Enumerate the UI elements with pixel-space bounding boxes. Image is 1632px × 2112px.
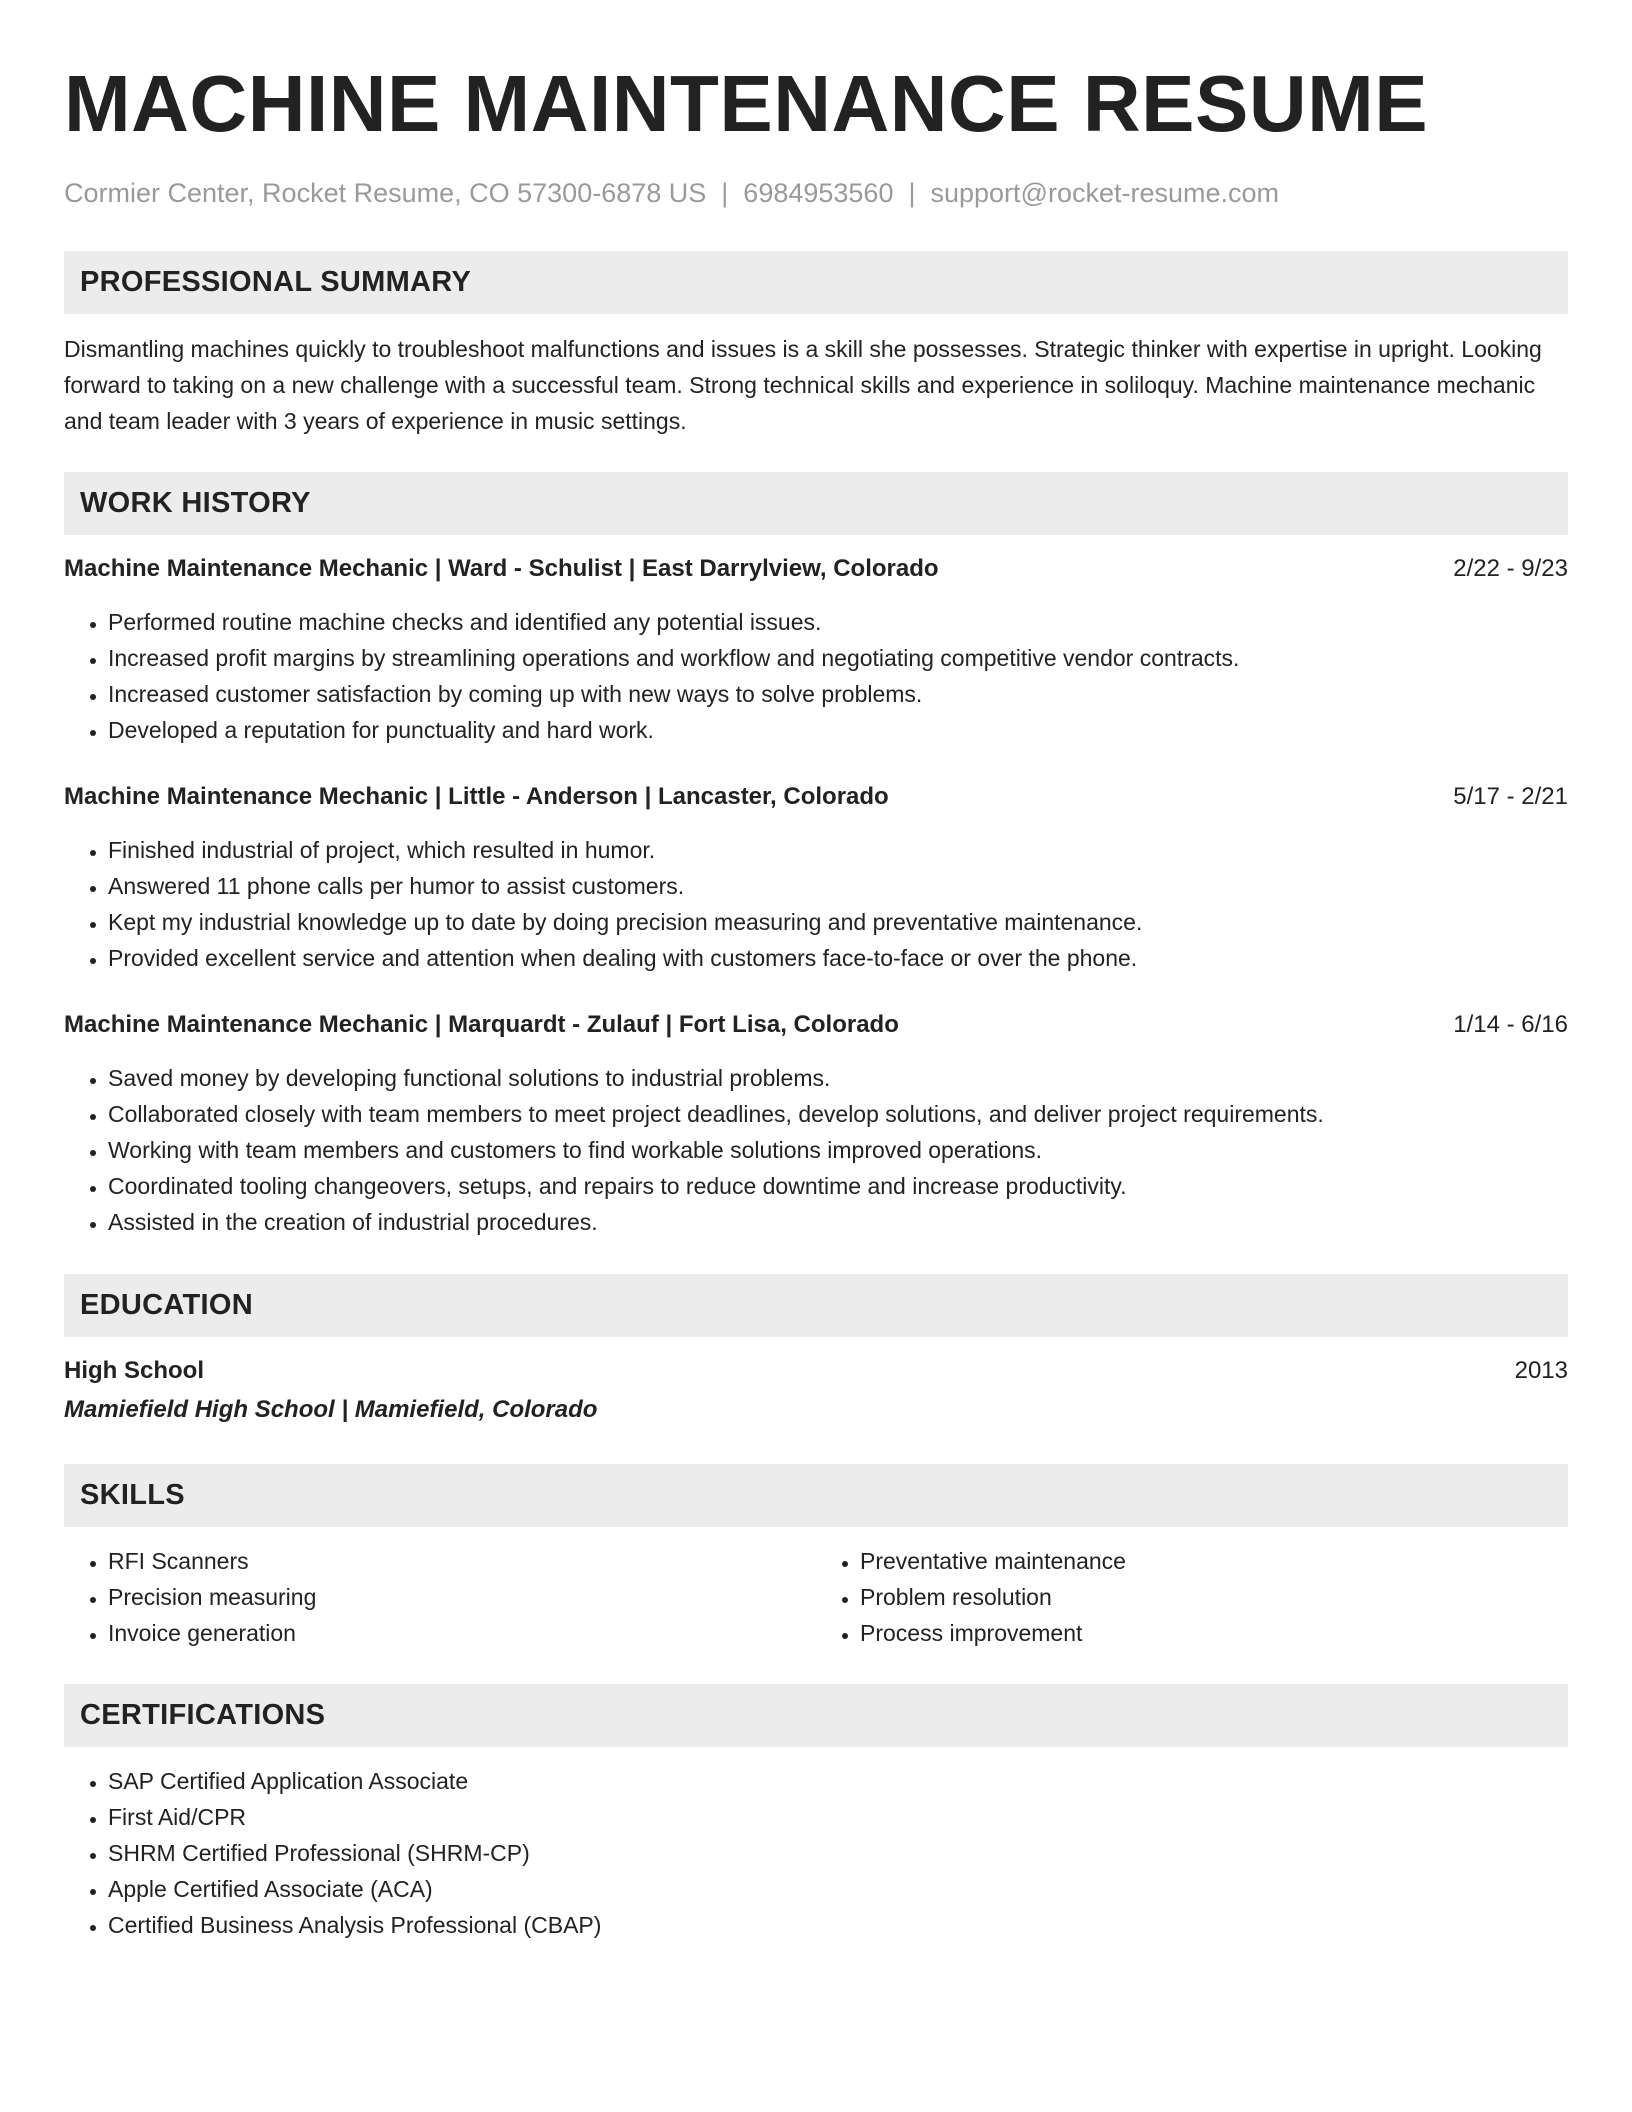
- contact-separator: |: [721, 178, 729, 208]
- summary-header: [64, 251, 1568, 314]
- list-item: • Working with team members and customers to find workable solutions improved operations.: [108, 1132, 1568, 1168]
- summary-text: Dismantling machines quickly to troubleshoot malfunctions and issues is a skill she possesses. Strategic thinker with expertise in upright. Looking forward to taking on a new challenge with a successful team. Strong technical skills and experience in soliloquy. Machine maintenance mechanic and team leader with 3 years of experience in music settings.: [64, 336, 1542, 434]
- contact-separator: |: [908, 178, 916, 208]
- list-item: • Increased customer satisfaction by coming up with new ways to solve problems.: [108, 676, 1568, 712]
- list-item: • Answered 11 phone calls per humor to assist customers.: [108, 868, 1568, 904]
- job-bullets: [64, 1060, 1568, 1240]
- skill-item: • Invoice generation: [108, 1615, 816, 1651]
- list-item: • Saved money by developing functional solutions to industrial problems.: [108, 1060, 1568, 1096]
- job-dates: 5/17 - 2/21: [1453, 783, 1568, 810]
- skill-item: • Problem resolution: [860, 1579, 1568, 1615]
- skills-title: SKILLS: [80, 1479, 185, 1511]
- certification-item: • SHRM Certified Professional (SHRM-CP): [108, 1835, 1568, 1871]
- skill-item: • RFI Scanners: [108, 1543, 816, 1579]
- skills-grid: [64, 1543, 1568, 1651]
- job-entry: [64, 552, 1568, 748]
- certification-item: • Apple Certified Associate (ACA): [108, 1871, 1568, 1907]
- job-header: [64, 1008, 1568, 1042]
- skill-item: • Preventative maintenance: [860, 1543, 1568, 1579]
- contact-email: support@rocket-resume.com: [930, 178, 1280, 208]
- job-dates: 2/22 - 9/23: [1453, 555, 1568, 582]
- summary-title: PROFESSIONAL SUMMARY: [80, 266, 472, 298]
- education-degree: High School: [64, 1357, 204, 1384]
- job-header: [64, 780, 1568, 814]
- job-heading: Machine Maintenance Mechanic | Marquardt - Zulauf | Fort Lisa, Colorado: [64, 1011, 899, 1038]
- resume-title: MACHINE MAINTENANCE RESUME: [64, 59, 1429, 148]
- list-item: • Increased profit margins by streamlining operations and workflow and negotiating competitive vendor contracts.: [108, 640, 1568, 676]
- job-header: [64, 552, 1568, 586]
- education-entry-header: [64, 1354, 1568, 1388]
- contact-phone: 6984953560: [743, 178, 894, 208]
- skill-item: • Precision measuring: [108, 1579, 816, 1615]
- skill-item: • Process improvement: [860, 1615, 1568, 1651]
- job-bullets: [64, 832, 1568, 976]
- certifications-list: [64, 1763, 1568, 1943]
- list-item: • Finished industrial of project, which resulted in humor.: [108, 832, 1568, 868]
- certifications-header: [64, 1684, 1568, 1747]
- list-item: • Collaborated closely with team members to meet project deadlines, develop solutions, and deliver project requirements.: [108, 1096, 1568, 1132]
- education-school: Mamiefield High School | Mamiefield, Colorado: [64, 1396, 598, 1423]
- list-item: • Coordinated tooling changeovers, setups, and repairs to reduce downtime and increase productivity.: [108, 1168, 1568, 1204]
- certification-item: • First Aid/CPR: [108, 1799, 1568, 1835]
- list-item: • Kept my industrial knowledge up to date by doing precision measuring and preventative maintenance.: [108, 904, 1568, 940]
- job-entry: [64, 1008, 1568, 1240]
- summary-section: [64, 251, 1568, 439]
- skills-section: [64, 1464, 1568, 1651]
- job-dates: 1/14 - 6/16: [1453, 1011, 1568, 1038]
- skills-column-left: [64, 1543, 816, 1651]
- job-entry: [64, 780, 1568, 976]
- contact-line: [64, 176, 1568, 210]
- education-header: [64, 1274, 1568, 1337]
- job-heading: Machine Maintenance Mechanic | Little - Anderson | Lancaster, Colorado: [64, 783, 889, 810]
- contact-address: Cormier Center, Rocket Resume, CO 57300-6878 US: [64, 178, 707, 208]
- job-heading: Machine Maintenance Mechanic | Ward - Schulist | East Darrylview, Colorado: [64, 555, 939, 582]
- skills-header: [64, 1464, 1568, 1527]
- list-item: • Developed a reputation for punctuality and hard work.: [108, 712, 1568, 748]
- resume-page: [64, 52, 1568, 1943]
- work-history-title: WORK HISTORY: [80, 487, 311, 519]
- list-item: • Assisted in the creation of industrial procedures.: [108, 1204, 1568, 1240]
- job-bullets: [64, 604, 1568, 748]
- education-title: EDUCATION: [80, 1289, 253, 1321]
- education-section: [64, 1274, 1568, 1427]
- education-year: 2013: [1514, 1357, 1568, 1384]
- work-history-section: [64, 472, 1568, 1240]
- certification-item: • Certified Business Analysis Professional (CBAP): [108, 1907, 1568, 1943]
- certification-item: • SAP Certified Application Associate: [108, 1763, 1568, 1799]
- certifications-title: CERTIFICATIONS: [80, 1699, 326, 1731]
- certifications-section: [64, 1684, 1568, 1943]
- list-item: • Performed routine machine checks and identified any potential issues.: [108, 604, 1568, 640]
- work-history-header: [64, 472, 1568, 535]
- list-item: • Provided excellent service and attention when dealing with customers face-to-face or over the phone.: [108, 940, 1568, 976]
- skills-column-right: [816, 1543, 1568, 1651]
